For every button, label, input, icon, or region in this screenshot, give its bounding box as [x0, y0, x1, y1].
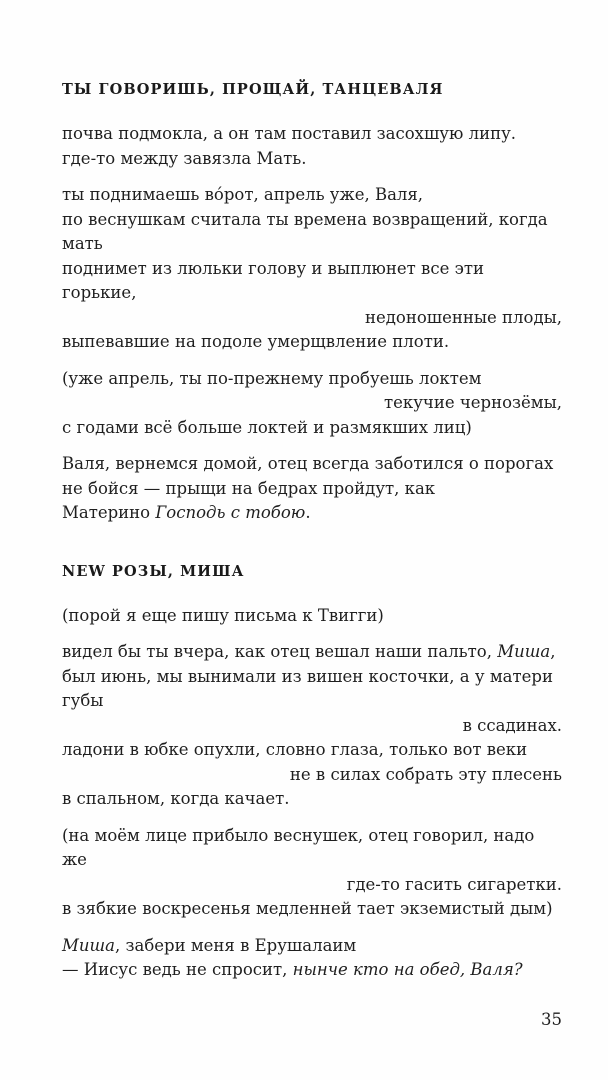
poem-line-italic-segment: Миша: [62, 935, 115, 955]
page-content: [62, 0, 562, 983]
poem-line-segment: , забери меня в Ерушалаим: [115, 935, 357, 955]
poem-line: [62, 367, 562, 392]
poem-line-segment: (на моём лице прибыло веснушек, отец говорил, надо же: [62, 825, 535, 869]
stanza: [62, 934, 562, 983]
poem-line-segment: ты поднимаешь во́рот, апрель уже, Валя,: [62, 185, 424, 204]
poem-line-segment: Валя, вернемся домой, отец всегда заботился о порогах: [62, 454, 554, 473]
poem-line: [62, 738, 562, 763]
poem-line: [62, 391, 562, 416]
poem-line-segment: в ссадинах.: [462, 715, 562, 735]
poem-line-segment: .: [305, 503, 311, 522]
poem-line-segment: по веснушкам считала ты времена возвращений, когда мать: [62, 209, 548, 253]
poem-line: [62, 501, 562, 526]
poem-line: [62, 714, 562, 739]
poem-line: [62, 640, 562, 665]
poem-line-italic-segment: Господь с тобою: [155, 503, 306, 522]
poem-line: [62, 897, 562, 922]
poem-line-segment: не бойся — прыщи на бедрах пройдут, как: [62, 478, 436, 498]
poem-line: [62, 763, 562, 788]
poem-1-title: ТЫ ГОВОРИШЬ, ПРОЩАЙ, ТАНЦЕВАЛЯ: [62, 81, 444, 98]
poem-line-segment: видел бы ты вчера, как отец вешал наши пальто,: [62, 642, 498, 661]
poem-line-segment: с годами всё больше локтей и размякших лиц): [62, 417, 472, 437]
page-number: 35: [541, 1010, 562, 1029]
poem-line-segment: ладони в юбке опухли, словно глаза, только вот веки: [62, 740, 528, 759]
poem-line-segment: Материно: [62, 503, 156, 522]
poem-line: [62, 873, 562, 898]
stanza: [62, 122, 562, 171]
poem-line-segment: не в силах собрать эту плесень: [289, 764, 562, 784]
poem-line: [62, 452, 562, 477]
poem-line-segment: выпевавшие на подоле умерщвление плоти.: [62, 332, 450, 351]
poem-line: [62, 934, 562, 959]
poem-2: [62, 562, 562, 983]
poem-line-segment: — Иисус ведь не спросит,: [62, 960, 293, 979]
poem-line: [62, 122, 562, 147]
poem-line: [62, 208, 562, 257]
poem-line-italic-segment: Миша: [497, 642, 551, 661]
stanza: [62, 640, 562, 812]
poem-line-segment: почва подмокла, а он там поставил засохшую липу.: [62, 124, 517, 143]
poem-line-segment: текучие чернозёмы,: [384, 393, 562, 412]
stanza: [62, 824, 562, 922]
stanza: [62, 452, 562, 526]
poem-2-title: NEW РОЗЫ, МИША: [62, 562, 245, 580]
poem-line: [62, 147, 562, 172]
poem-line: [62, 604, 562, 629]
poem-line: [62, 477, 562, 502]
poem-line: [62, 958, 562, 983]
poem-line: [62, 824, 562, 873]
poem-line-segment: где-то между завязла Мать.: [62, 148, 307, 168]
stanza: [62, 367, 562, 441]
poem-line-segment: в зябкие воскресенья медленней тает экземистый дым): [62, 899, 553, 918]
stanza: [62, 604, 562, 629]
poem-line: [62, 306, 562, 331]
poem-line: [62, 416, 562, 441]
poem-line-segment: (уже апрель, ты по-прежнему пробуешь локтем: [62, 368, 482, 388]
poem-line: [62, 330, 562, 355]
poem-line: [62, 183, 562, 208]
poem-line-segment: был июнь, мы вынимали из вишен косточки, а у матери губы: [62, 666, 553, 710]
poem-line: [62, 787, 562, 812]
poem-line: [62, 257, 562, 306]
poem-line: [62, 665, 562, 714]
poem-1-body: [62, 100, 562, 526]
poem-line-italic-segment: нынче кто на обед, Валя?: [292, 960, 523, 979]
poem-1: [62, 80, 562, 526]
poem-line-segment: ,: [550, 642, 556, 661]
poem-line-segment: где-то гасить сигаретки.: [346, 874, 562, 894]
poem-line-segment: недоношенные плоды,: [365, 307, 562, 327]
poem-line-segment: поднимет из люльки голову и выплюнет все эти горькие,: [62, 258, 484, 302]
poem-line-segment: в спальном, когда качает.: [62, 789, 290, 808]
poem-line-segment: (порой я еще пишу письма к Твигги): [62, 605, 384, 625]
stanza: [62, 183, 562, 355]
poem-2-body: [62, 582, 562, 983]
